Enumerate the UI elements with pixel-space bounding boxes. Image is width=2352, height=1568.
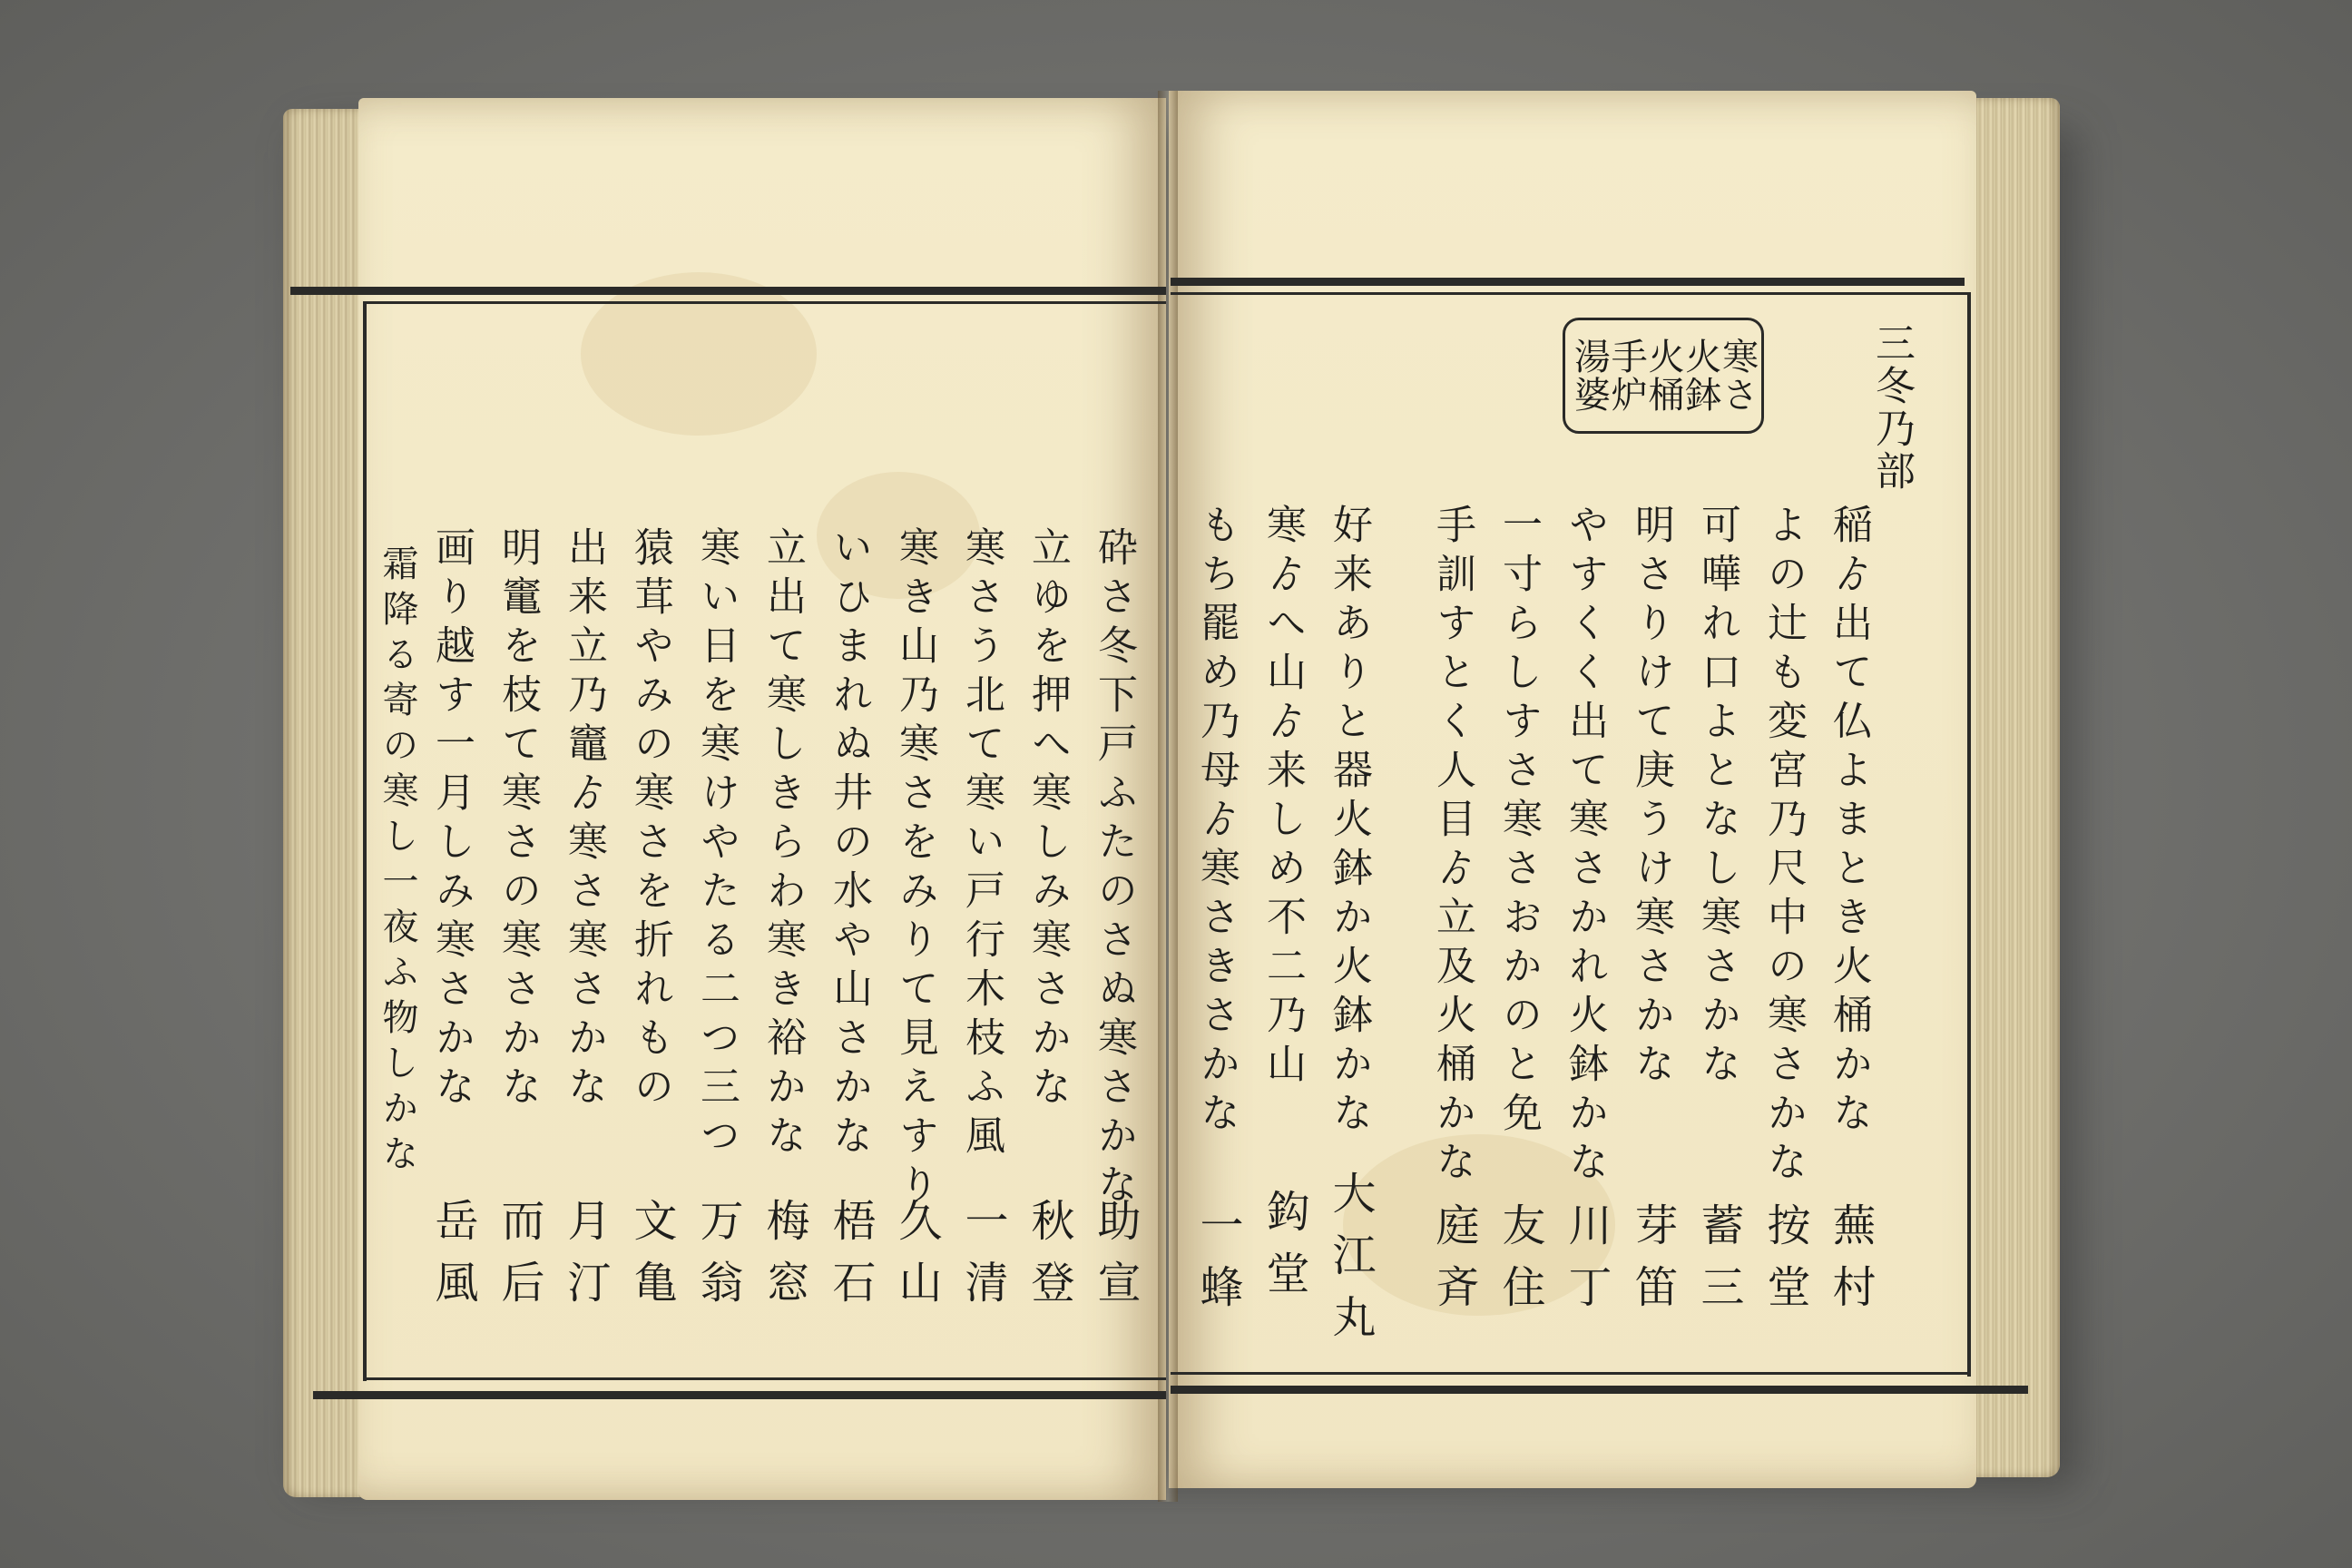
verse-author: 助宣 [1090,1198,1141,1321]
verse-text: 画り越す一月しみ寒さかな [428,526,475,1114]
verse-author: 一清 [957,1198,1008,1321]
verse-author: 友住 [1494,1202,1545,1326]
verse-author: 梧石 [825,1198,876,1321]
verse-text: 明竃を枝て寒さの寒さかな [495,526,541,1114]
frame-bottom-rule-left [313,1391,1166,1399]
season-word: 手炉 [1605,338,1648,414]
season-word: 火桶 [1642,338,1684,414]
verse-text: もち罷め乃母ゟ寒さきさかな [1193,504,1240,1141]
verse-text: 寒い日を寒けやたる二つ三つ [693,526,740,1163]
season-word: 火鉢 [1679,338,1721,414]
verse-text: やすくく出て寒さかれ火鉢かな [1562,504,1608,1190]
verse-text: 立出て寒しきらわ寒き裕かな [760,526,806,1163]
frame-bottom-inner-rule-left [363,1377,1166,1380]
verse-author: 大江丸 [1325,1171,1376,1356]
verse-author: 蕪村 [1825,1202,1876,1326]
verse-author: 久山 [891,1198,942,1321]
book-fore-edge-left [283,109,365,1497]
frame-bottom-inner-rule-right [1171,1372,1969,1375]
verse-text: 一寸らしすさ寒さおかのと免 [1495,504,1542,1141]
season-word: 寒さ [1716,338,1759,414]
verse-text: 猿茸やみの寒さを折れもの [627,526,673,1114]
verse-text: 砕さ冬下戸ふたのさぬ寒さかな [1091,526,1137,1212]
verse-text: 寒さう北て寒い戸行木枝ふ風 [958,526,1004,1163]
verse-text: 寒き山乃寒さをみりて見えすり [892,526,938,1212]
frame-top-inner-rule-left [363,301,1166,304]
frame-top-inner-rule-right [1171,292,1969,295]
verse-author: 岳風 [427,1198,478,1321]
verse-text: 出来立乃竈ゟ寒さ寒さかな [561,526,607,1114]
verse-text: よの辻も変宮乃尺中の寒さかな [1760,504,1807,1190]
verse-author: 梅窓 [759,1198,809,1321]
verse-author: 一蜂 [1192,1202,1243,1326]
verse-text: 好来ありと器火鉢か火鉢かな [1326,504,1372,1141]
verse-text: 稲ゟ出て仏よまとき火桶かな [1826,504,1872,1141]
season-word: 湯婆 [1568,338,1611,414]
verse-author: 万翁 [692,1198,743,1321]
paper-stain [581,272,817,436]
verse-author: 鈎堂 [1259,1189,1309,1312]
section-title: 三冬乃部 [1868,322,1915,493]
verse-author: 庭斉 [1428,1202,1479,1326]
verse-author: 而后 [494,1198,544,1321]
frame-bottom-rule-right [1171,1386,2028,1394]
verse-author: 蓄三 [1693,1202,1744,1326]
verse-text: 霜降る寄の寒し一夜ふ物しかな [377,544,418,1180]
verse-text: 手訓すとく人目ゟ立及火桶かな [1429,504,1475,1190]
verse-text: 寒ゟへ山ゟ来しめ不二乃山 [1259,504,1306,1092]
verse-author: 按堂 [1759,1202,1810,1326]
verse-author: 文亀 [626,1198,677,1321]
verse-author: 芽笛 [1627,1202,1678,1326]
frame-right-border [1967,292,1971,1377]
book-fore-edge-right [1969,98,2060,1477]
verse-text: 立ゆを押へ寒しみ寒さかな [1024,526,1071,1114]
frame-top-rule-right [1171,278,1965,286]
verse-author: 月汀 [560,1198,611,1321]
verse-text: 明さりけて庚うけ寒さかな [1628,504,1674,1092]
season-words-box [1563,318,1764,434]
frame-left-border [363,301,367,1381]
verse-text: 可嘩れ口よとなし寒さかな [1694,504,1740,1092]
frame-top-rule-left [290,287,1166,295]
verse-author: 川丁 [1561,1202,1612,1326]
verse-author: 秋登 [1024,1198,1074,1321]
verse-text: いひまれぬ井の水や山さかな [826,526,872,1163]
